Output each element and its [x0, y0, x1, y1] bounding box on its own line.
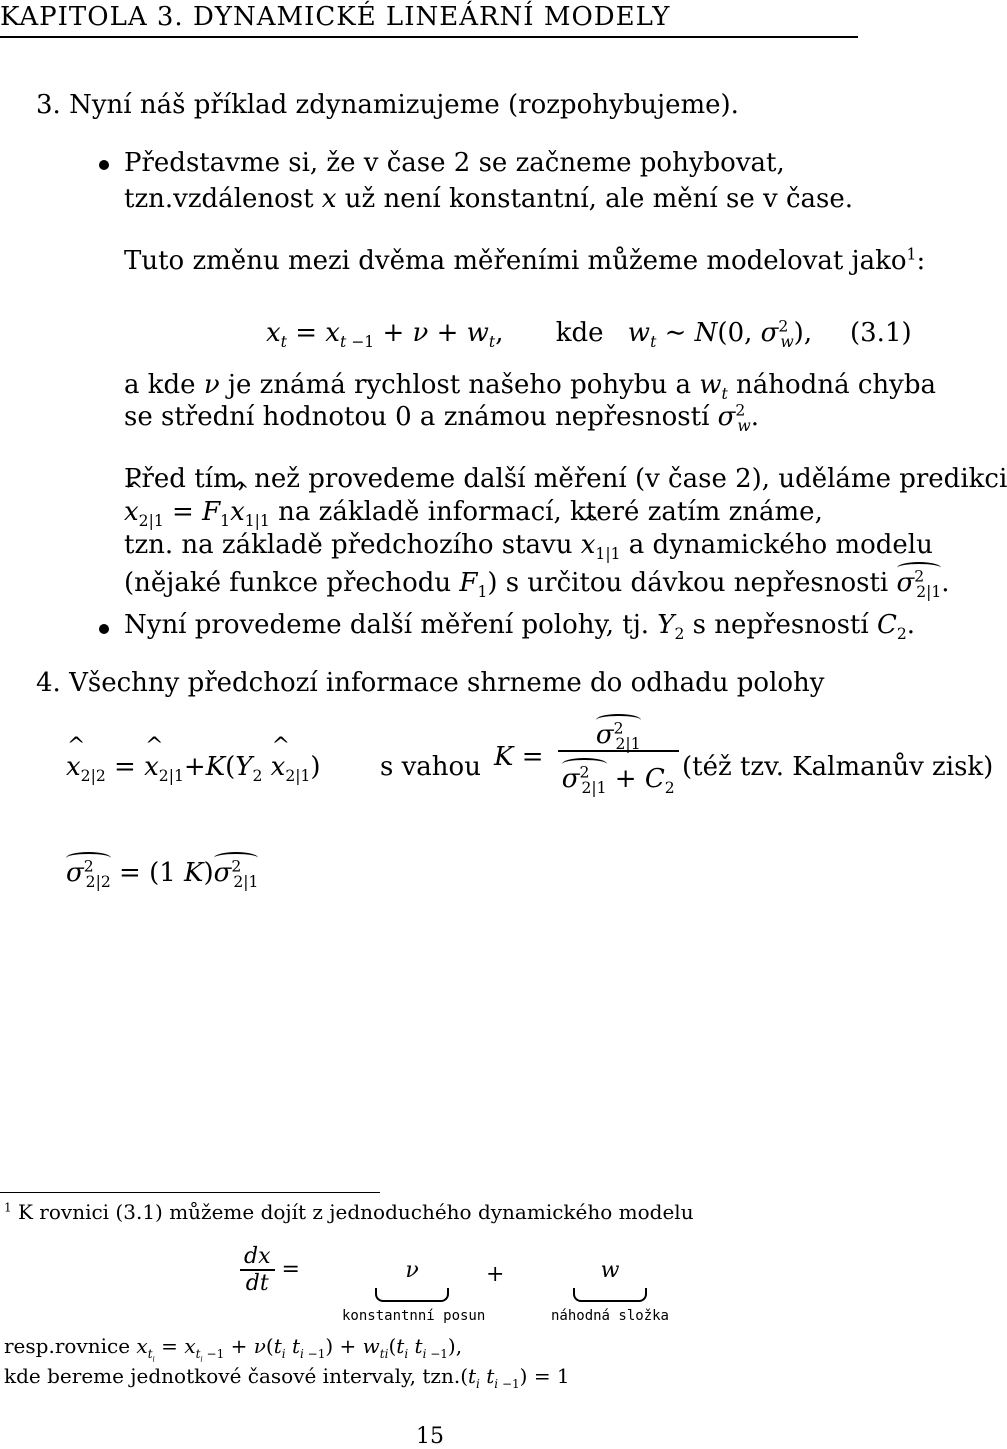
- pred-line4: (nějaké funkce přechodu $F_1$) s určitou dávkou nepřesnosti $\sigma^2_{2|1}$.: [124, 567, 950, 602]
- equation-number: (3.1): [850, 318, 912, 348]
- kalman-note: (též tzv. Kalmanův zisk): [682, 752, 994, 782]
- plus-sign: +: [486, 1262, 505, 1287]
- equation-3-1: $x_t = x_t$ $_{-1} + \nu + w_t$, kde $w_t$ ∼ N(0, $\sigma^2_w$),: [266, 317, 813, 352]
- kalman-gain-equation: K = $\frac{\sigma^2_{2|1}}{\sigma^2_{2|1} + C_2}$: [494, 720, 679, 794]
- bullet-dot: [99, 624, 109, 634]
- bullet1-line2: tzn.vzdálenost x už není konstantní, ale mění se v čase.: [124, 184, 854, 214]
- pred-line1: Před tím, než provedeme další měření (v čase 2), uděláme predikci: [124, 464, 1007, 494]
- pred-line3: tzn. na základě předchozího stavu ^ $x_{1|1}$ a dynamického modelu: [124, 530, 933, 560]
- brace-nu: ν konstantnní posun: [342, 1258, 486, 1324]
- desc-line2: se střední hodnotou 0 a známou nepřesností $\sigma^2_w$.: [124, 401, 759, 436]
- resp-line: resp.rovnice $x_{t_i} = x_{t_i}$ $_{-1} + \nu(t_i$ $t_i$ $_{-1}) + w_{ti}(t_i$ $t_i$ $_{-1}$),: [4, 1334, 463, 1364]
- bullet1-line1: Představme si, že v čase 2 se začneme pohybovat,: [124, 148, 785, 178]
- item-4: 4. Všechny předchozí informace shrneme do odhadu polohy: [36, 668, 825, 698]
- tuto-line: Tuto změnu mezi dvěma měřeními můžeme modelovat jako$^1$:: [124, 245, 926, 276]
- bullet-dot: [99, 160, 109, 170]
- chapter-header: KAPITOLA 3. DYNAMICKÉ LINEÁRNÍ MODELY: [0, 2, 671, 32]
- brace-w: w náhodná složka: [550, 1258, 669, 1324]
- kde-line: kde bereme jednotkové časové intervaly, $tzn.(t_i$ $t_i$ $_{-1}$) = 1: [4, 1364, 570, 1391]
- update-equation: ^ $x_{2|2}$ = ^ $x_{2|1}+K(Y_2$ ^ $x_{2|1}$): [66, 752, 321, 782]
- variance-update: $\sigma^2_{2|2} = (1$ $K)\sigma^2_{2|1}$: [66, 857, 259, 892]
- header-rule: [0, 36, 858, 38]
- item-3: 3. Nyní náš příklad zdynamizujeme (rozpohybujeme).: [36, 90, 739, 120]
- footnote-equation: $\frac{dx}{dt}$ =: [240, 1244, 300, 1296]
- desc-line1: a kde ν je známá rychlost našeho pohybu a $w_t$ náhodná chyba: [124, 370, 936, 404]
- page-number: 15: [416, 1424, 444, 1449]
- s-vahou: s vahou: [380, 752, 481, 782]
- footnote-rule: [0, 1192, 380, 1193]
- pred-line2: ^ $x_{2|1}$ = $F_1\^{}$ $x_{1|1}$ na základě informací, které zatím známe,: [124, 497, 823, 527]
- bullet2-line: Nyní provedeme další měření polohy, tj. $Y_2$ s nepřesností $C_2$.: [124, 610, 916, 644]
- footnote-text: $^1$ K rovnici (3.1) můžeme dojít z jednoduchého dynamického modelu: [4, 1200, 694, 1224]
